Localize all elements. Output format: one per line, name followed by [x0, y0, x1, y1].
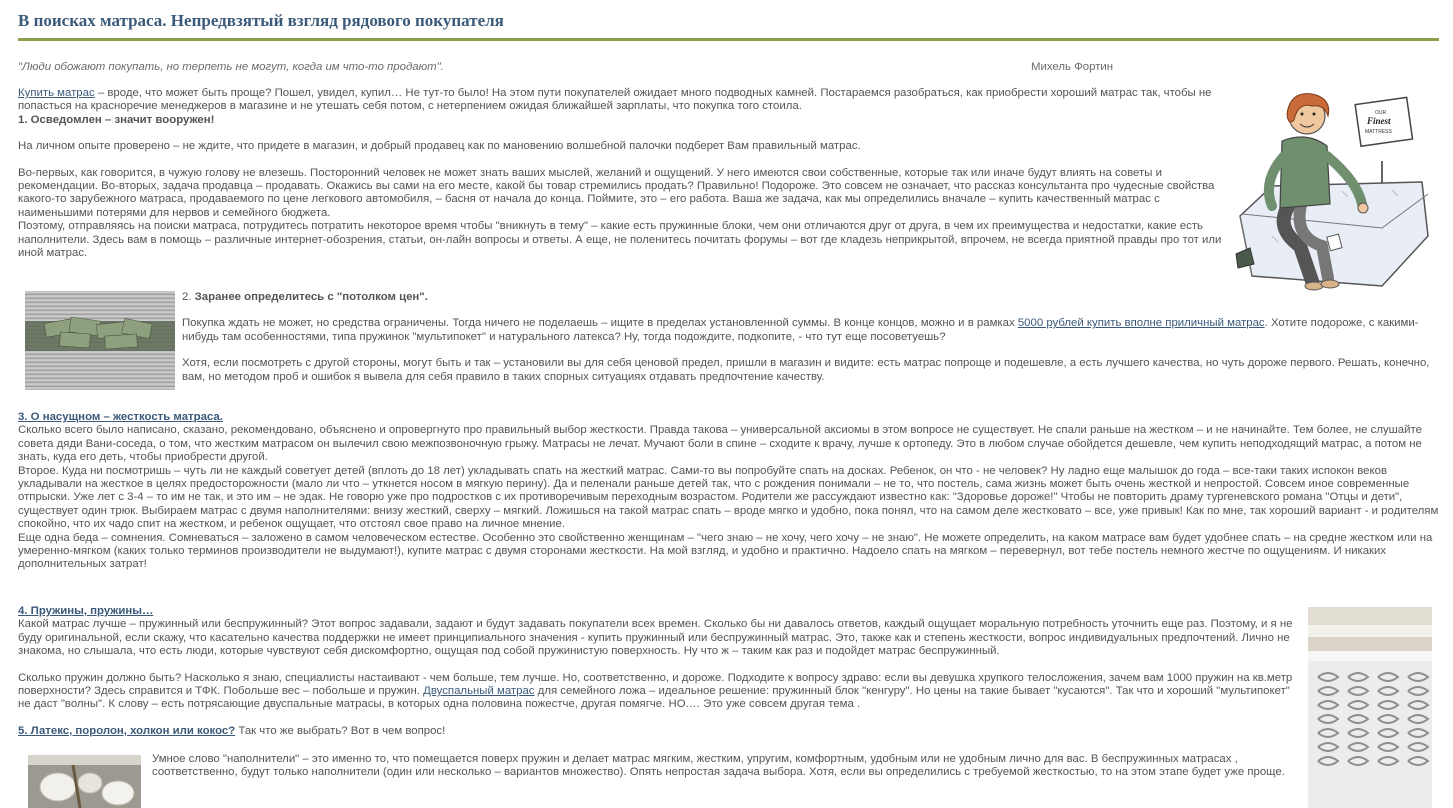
- section1-heading: [18, 114, 1228, 127]
- section5-heading-link[interactable]: 5. Латекс, поролон, холкон или кокос?: [18, 724, 236, 737]
- section2-heading-text: Заранее определитесь с "потолком цен".: [194, 291, 428, 303]
- spring-block-photo: [1308, 607, 1432, 808]
- section3-block: [18, 411, 1440, 572]
- section4-p2-pre: Сколько пружин должно быть? Насколько я знаю, специалисты настаивают - чем больше, тем лучше. Но, соответственно, и дороже. Подходите к вопросу здраво: если вы девушка хрупкого телосложения, зачем вам 1000 пружин на кв.метр поверхности? Здесь справится и ТФК. Побольше вес – побольше и пружин.: [18, 671, 1293, 698]
- section5-block: [152, 753, 1302, 780]
- section4-p2: [18, 672, 1300, 712]
- section5-heading: [18, 725, 1300, 738]
- money-under-mattress-photo: [25, 291, 175, 390]
- section2-p2: Хотя, если посмотреть с другой стороны, могут быть и так – установили вы для себя ценовой предел, пришли в магазин и видите: есть матрас попроще и подешевле, а есть лучшего качества, но чуть дороже первого. Решать, конечно, вам, но методом проб и ошибок я вывела для себя правило в таких спорных ситуациях отдавать предпочтение качеству.: [182, 357, 1430, 383]
- section2-number: 2.: [182, 291, 195, 303]
- section3-p2: Второе. Куда ни посмотришь – чуть ли не каждый советует детей (вплоть до 18 лет) укладывать спать на жесткий матрас. Сами-то вы попробуйте спать на досках. Ребенок, он что - не человек? Ну ладно еще малышок до года – все-таки таких испокон веков укладывали на жесткое в целях предосторожности (мало ли что – уткнется носом в мягкую перину). Да и пеленали раньше детей так, что с рождения понимали – не то, что постель, сама жизнь может быть очень жесткой и непростой. Совсем иное современные отпрыски. Уже лет с 3-4 – то им не так, и это им – не эдак. Не говорю уже про подростков с их противоречивым переходным возрастом. Родители же рассуждают известно как: "Здоровье дороже!" Чтобы не повторить драму тургеневского романа "Отцы и дети", существует один трюк. Выбираем матрас с двумя наполнителями: внизу жесткий, сверху – мягкий. Ложишься на такой матрас спать – вроде мягко и удобно, пока понял, что на самом деле жестковато – все, уже привык! Как по мне, так хороший вариант - и родителям спокойно, что их чадо спит на жестком, и ребенок ощущает, что отстоял свое право на личное мнение.: [18, 464, 1439, 531]
- epigraph-author: Михель Фортин: [1031, 61, 1114, 73]
- double-mattress-link[interactable]: Двуспальный матрас: [423, 685, 535, 698]
- epigraph-quote: "Люди обожают покупать, но терпеть не могут, когда им что-то продают".: [18, 61, 444, 73]
- section2-p1: [182, 317, 1442, 344]
- sign-mattress: MATTRESS: [1365, 129, 1392, 135]
- section4-heading-link[interactable]: 4. Пружины, пружины…: [18, 605, 154, 617]
- section1-p3: Поэтому, отправляясь на поиски матраса, потрудитесь потратить некоторое время чтобы "вникнуть в тему" – какие есть пружинные блоки, чем они отличаются друг от друга, в чем их преимущества и недостатки, какие есть наполнители. Здесь вам в помощь – различные интернет-обозрения, статьи, он-лайн вопросы и ответы. А еще, не поленитесь почитать форумы – вот где кладезь неприкрытой, впрочем, не всегда приятной правды про тот или иной матрас.: [18, 220, 1222, 260]
- section5-heading-after: Так что же выбрать? Вот в чем вопрос!: [235, 724, 446, 737]
- section3-p3: Еще одна беда – сомнения. Сомневаться – заложено в самом человеческом естестве. Особенно это свойственно женщинам – "чего знаю – не хочу, чего хочу – не знаю". Не можете определить, на каком матрасе вам будет удобнее спать – на средне жестком или на умеренно-мягком (каких только терминов производители не выдумают!), купите матрас с двумя сторонами жесткости. На мой взгляд, и удобно и практично. Надоело спать на мягком – перевернул, вот тебе постель немного жестче по ощущениям. И никаких дополнительных затрат!: [18, 531, 1433, 571]
- section3-heading: [18, 411, 1440, 424]
- buy-mattress-link[interactable]: Купить матрас: [18, 87, 95, 99]
- section5-p1: Умное слово "наполнители" – это именно то, что помещается поверх пружин и делает матрас мягким, жестким, упругим, комфортным, удобным или не удобным лично для вас. В беспружинных матрасах , соответственно, будут только наполнители (один или несколько – вариантов множество). Опять непростая задача выбора. Хотя, если вы определились с требуемой жесткостью, то на этом этапе будет уже проще.: [152, 753, 1285, 779]
- section1-p1: На личном опыте проверено – не ждите, что придете в магазин, и добрый продавец как по мановению волшебной палочки подберет Вам правильный матрас.: [18, 140, 861, 153]
- section1-heading-text: 1. Осведомлен – значит вооружен!: [18, 113, 215, 126]
- intro-block: [18, 87, 1228, 260]
- section2-block: [182, 291, 1442, 384]
- section4-p1: Какой матрас лучше – пружинный или беспружинный? Этот вопрос задавали, задают и будут задавать покупатели всех времен. Сколько бы ни давалось ответов, каждый ощущает моральную потребность уточнить еще раз. Поэтому, и я не буду оригинальной, если скажу, что касательно качества поддержки не имеет принципиального значения - купить пружинный или беспружинный матрас. Это, также как и степень жесткости, вопрос индивидуальных предпочтений. Лично не знакома, но слышала, что есть люди, которые чувствуют себя дискомфортно, ощущая под собой пружинистую поверхность. Ну что ж – таким как раз и подойдет матрас беспружинный.: [18, 618, 1293, 658]
- intro-paragraph: [18, 87, 1228, 114]
- section3-heading-link[interactable]: 3. О насущном – жесткость матраса.: [18, 411, 223, 423]
- woman-on-mattress-illustration: [1232, 86, 1432, 294]
- budget-mattress-link[interactable]: 5000 рублей купить вполне приличный матрас: [1017, 317, 1265, 330]
- section4-block: [18, 605, 1300, 738]
- section4-heading: [18, 605, 1300, 618]
- section3-p1: Сколько всего было написано, сказано, рекомендовано, объяснено и опровергнуто про правильный выбор жесткости. Правда такова – универсальной аксиомы в этом вопросе не существует. Не спали раньше на жестком – и не начинайте. Тем более, не слушайте совета дяди Вани-соседа, о том, что жестким матрасом он вылечил свою межпозвоночную грыжу. Матрасы не лечат. Мучают боли в спине – сходите к врачу, лучше к ортопеду. Это в любом случае обойдется дешевле, чем купить неподходящий матрас, а потом не знать, куда его деть, чтобы приобрести другой.: [18, 424, 1422, 464]
- section2-heading: [182, 291, 1442, 304]
- section2-p1-pre: Покупка ждать не может, но средства ограничены. Тогда ничего не поделаешь – ищите в пределах установленной суммы. В конце концов, можно и в рамках: [182, 317, 1018, 330]
- intro-text: – вроде, что может быть проще? Пошел, увидел, купил… Не тут-то было! На этом пути покупателей ожидает много подводных камней. Постараемся разобраться, как приобрести хороший матрас так, чтобы не попасться на красноречие менеджеров в магазине и не утешать себя потом, с нетерпением ожидая ближайшей зарплаты, что покупка того стоила.: [18, 87, 1212, 113]
- page-title: В поисках матраса. Непредвзятый взгляд рядового покупателя: [18, 11, 504, 30]
- section2-p1-post: . Хотите подороже, с какими-нибудь там особенностями, типа пружинок "мультипокет" и натурального латекса? Ну, тогда подождите, подкопите, - что тут еще посоветуешь?: [182, 317, 1419, 343]
- section4-p2-post: для семейного ложа – идеальное решение: пружинный блок "кенгуру". Но цены на такие бывает "кусаются". Так что и хороший "мультипокет" не даст "волны". К слову – есть потрясающие двуспальные матрасы, в которых одна половина пожестче, другая помягче. НО.… Это уже совсем другая тема .: [18, 685, 1290, 711]
- sign-our: OUR: [1375, 110, 1387, 116]
- sign-finest: Finest: [1367, 116, 1391, 126]
- section1-p2: Во-первых, как говорится, в чужую голову не влезешь. Посторонний человек не может знать ваших мыслей, желаний и ощущений. У него имеются свои собственные, которые так или иначе будут влиять на советы и рекомендации. Во-вторых, задача продавца – продавать. Окажись вы сами на его месте, какой бы товар стремились продать? Правильно! Подороже. Это совсем не означает, что рассказ консультанта про чудесные свойства какого-то зарубежного матраса, продаваемого по цене легкового автомобиля, – басня от начала до конца. Поймите, это – его работа. Ваша же задача, как мы определились вначале – купить качественный матрас с наименьшими потерями для нервов и семейного бюджета.: [18, 166, 1215, 219]
- title-divider: [18, 38, 1439, 41]
- cotton-filler-photo: [28, 755, 141, 808]
